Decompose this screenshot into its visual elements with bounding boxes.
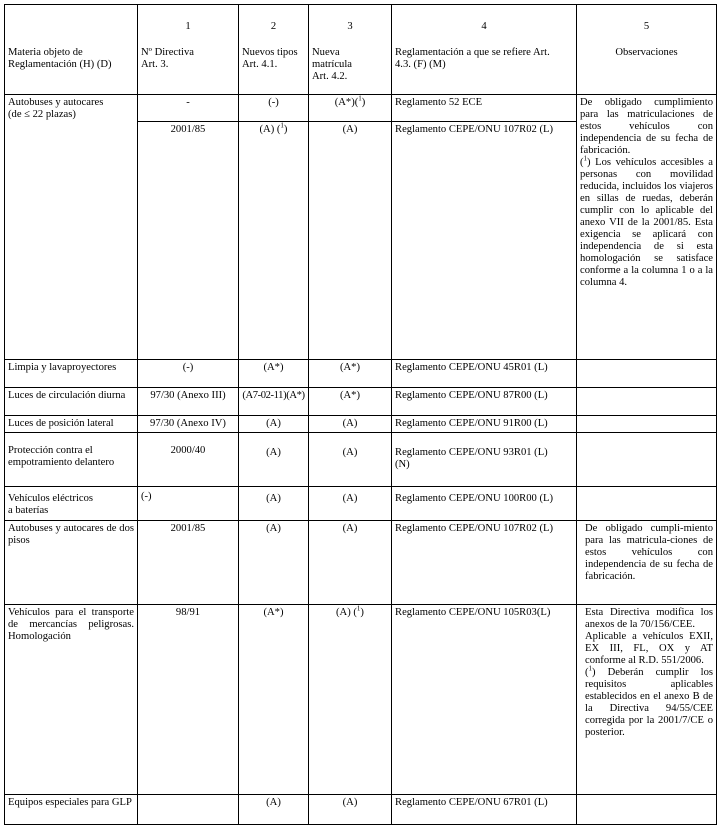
cell-materia: Equipos especiales para GLP [5,795,138,825]
cell-nueva-matricula: (A*) [309,388,392,416]
cell-directiva [138,795,239,825]
cell-nueva-matricula: (A) [309,487,392,521]
table-row-peligrosas [5,605,717,795]
cell-nuevos-tipos: (A) ($^1$) [239,122,309,360]
cell-reglamento: Reglamento CEPE/ONU 105R03(L) [392,605,577,795]
cell-reglamento: Reglamento 52 ECE [392,95,577,122]
table-row-luces-lateral [5,416,717,433]
header-nuevos-tipos: 2 Nuevos tipos Art. 4.1. [239,5,309,95]
table-row-proteccion [5,433,717,487]
cell-directiva: 2001/85 [138,521,239,605]
cell-nuevos-tipos: (A*) [239,605,309,795]
cell-observaciones [577,360,717,388]
cell-reglamento: Reglamento CEPE/ONU 67R01 (L) [392,795,577,825]
cell-materia: Autobuses y autocares de dos pisos [5,521,138,605]
header-directiva: 1 Nº Directiva Art. 3. [138,5,239,95]
cell-directiva: - [138,95,239,122]
cell-directiva: 97/30 (Anexo IV) [138,416,239,433]
cell-nueva-matricula: (A) [309,416,392,433]
cell-observaciones [577,388,717,416]
cell-materia: Autobuses y autocares (de ≤ 22 plazas) [5,95,138,360]
cell-observaciones: De obligado cumpli-miento para las matricula-ciones de estos vehículos con independencia de su fecha de fabricación. [577,521,717,605]
cell-nuevos-tipos: (A) [239,521,309,605]
table-row-limpia [5,360,717,388]
cell-nuevos-tipos: (A*) [239,360,309,388]
cell-observaciones [577,416,717,433]
header-observaciones: 5 Observaciones [577,5,717,95]
cell-nuevos-tipos: (A) [239,795,309,825]
cell-directiva: 98/91 [138,605,239,795]
header-row [5,5,717,95]
header-reglamentacion: 4 Reglamentación a que se refiere Art. 4.3. (F) (M) [392,5,577,95]
cell-directiva: 2000/40 [138,433,239,487]
cell-nueva-matricula: (A) [309,122,392,360]
cell-observaciones: Esta Directiva modifica los anexos de la 70/156/CEE. Aplicable a vehículos EXII, EX III, FL, OX y AT conforme al R.D. 551/2006. ($^1$) Deberán cumplir los requisitos aplicables establecidos en el anexo B de la Directiva 94/55/CEE corregida por la 2001/7/CE o posterior. [577,605,717,795]
cell-reglamento: Reglamento CEPE/ONU 91R00 (L) [392,416,577,433]
cell-directiva: 2001/85 [138,122,239,360]
cell-materia: Limpia y lavaproyectores [5,360,138,388]
cell-observaciones [577,487,717,521]
cell-reglamento: Reglamento CEPE/ONU 93R01 (L) (N) [392,433,577,487]
cell-reglamento: Reglamento CEPE/ONU 87R00 (L) [392,388,577,416]
cell-nueva-matricula: (A*)($^1$) [309,95,392,122]
cell-observaciones [577,433,717,487]
cell-materia: Luces de posición lateral [5,416,138,433]
cell-nuevos-tipos: (A7-02-11)(A*) [239,388,309,416]
table-row-glp [5,795,717,825]
cell-observaciones [577,795,717,825]
cell-reglamento: Reglamento CEPE/ONU 107R02 (L) [392,521,577,605]
cell-nueva-matricula: (A*) [309,360,392,388]
cell-nuevos-tipos: (A) [239,416,309,433]
cell-reglamento: Reglamento CEPE/ONU 107R02 (L) [392,122,577,360]
cell-directiva: (-) [138,487,239,521]
cell-materia: Vehículos eléctricos a baterías [5,487,138,521]
cell-reglamento: Reglamento CEPE/ONU 100R00 (L) [392,487,577,521]
cell-materia: Luces de circulación diurna [5,388,138,416]
cell-directiva: 97/30 (Anexo III) [138,388,239,416]
cell-materia: Vehículos para el transporte de mercancías peligrosas. Homologación [5,605,138,795]
header-materia: Materia objeto de Reglamentación (H) (D) [5,5,138,95]
header-nueva-matricula: 3 Nueva matrícula Art. 4.2. [309,5,392,95]
table-row-electricos [5,487,717,521]
cell-nueva-matricula: (A) [309,433,392,487]
table-row-dos-pisos [5,521,717,605]
cell-nuevos-tipos: (-) [239,95,309,122]
cell-nuevos-tipos: (A) [239,433,309,487]
cell-nuevos-tipos: (A) [239,487,309,521]
cell-nueva-matricula: (A) [309,795,392,825]
cell-observaciones: De obligado cumplimiento para las matriculaciones de estos vehículos con independencia de su fecha de fabricación. ($^1$) Los vehículos accesibles a personas con movilidad reducida, incluidos los viajeros en sillas de ruedas, deberán cumplir con lo aplicable del anexo VII de la 2001/85. Esta exigencia se aplicará con independencia de si esta homologación se satisface conforme a la columna 1 o a la columna 4. [577,95,717,360]
cell-nueva-matricula: (A) [309,521,392,605]
cell-nueva-matricula: (A) ($^1$) [309,605,392,795]
regulation-table [4,4,717,825]
cell-reglamento: Reglamento CEPE/ONU 45R01 (L) [392,360,577,388]
cell-materia: Protección contra el empotramiento delantero [5,433,138,487]
cell-directiva: (-) [138,360,239,388]
table-row-autobuses-1 [5,95,717,122]
table-row-luces-diurna [5,388,717,416]
